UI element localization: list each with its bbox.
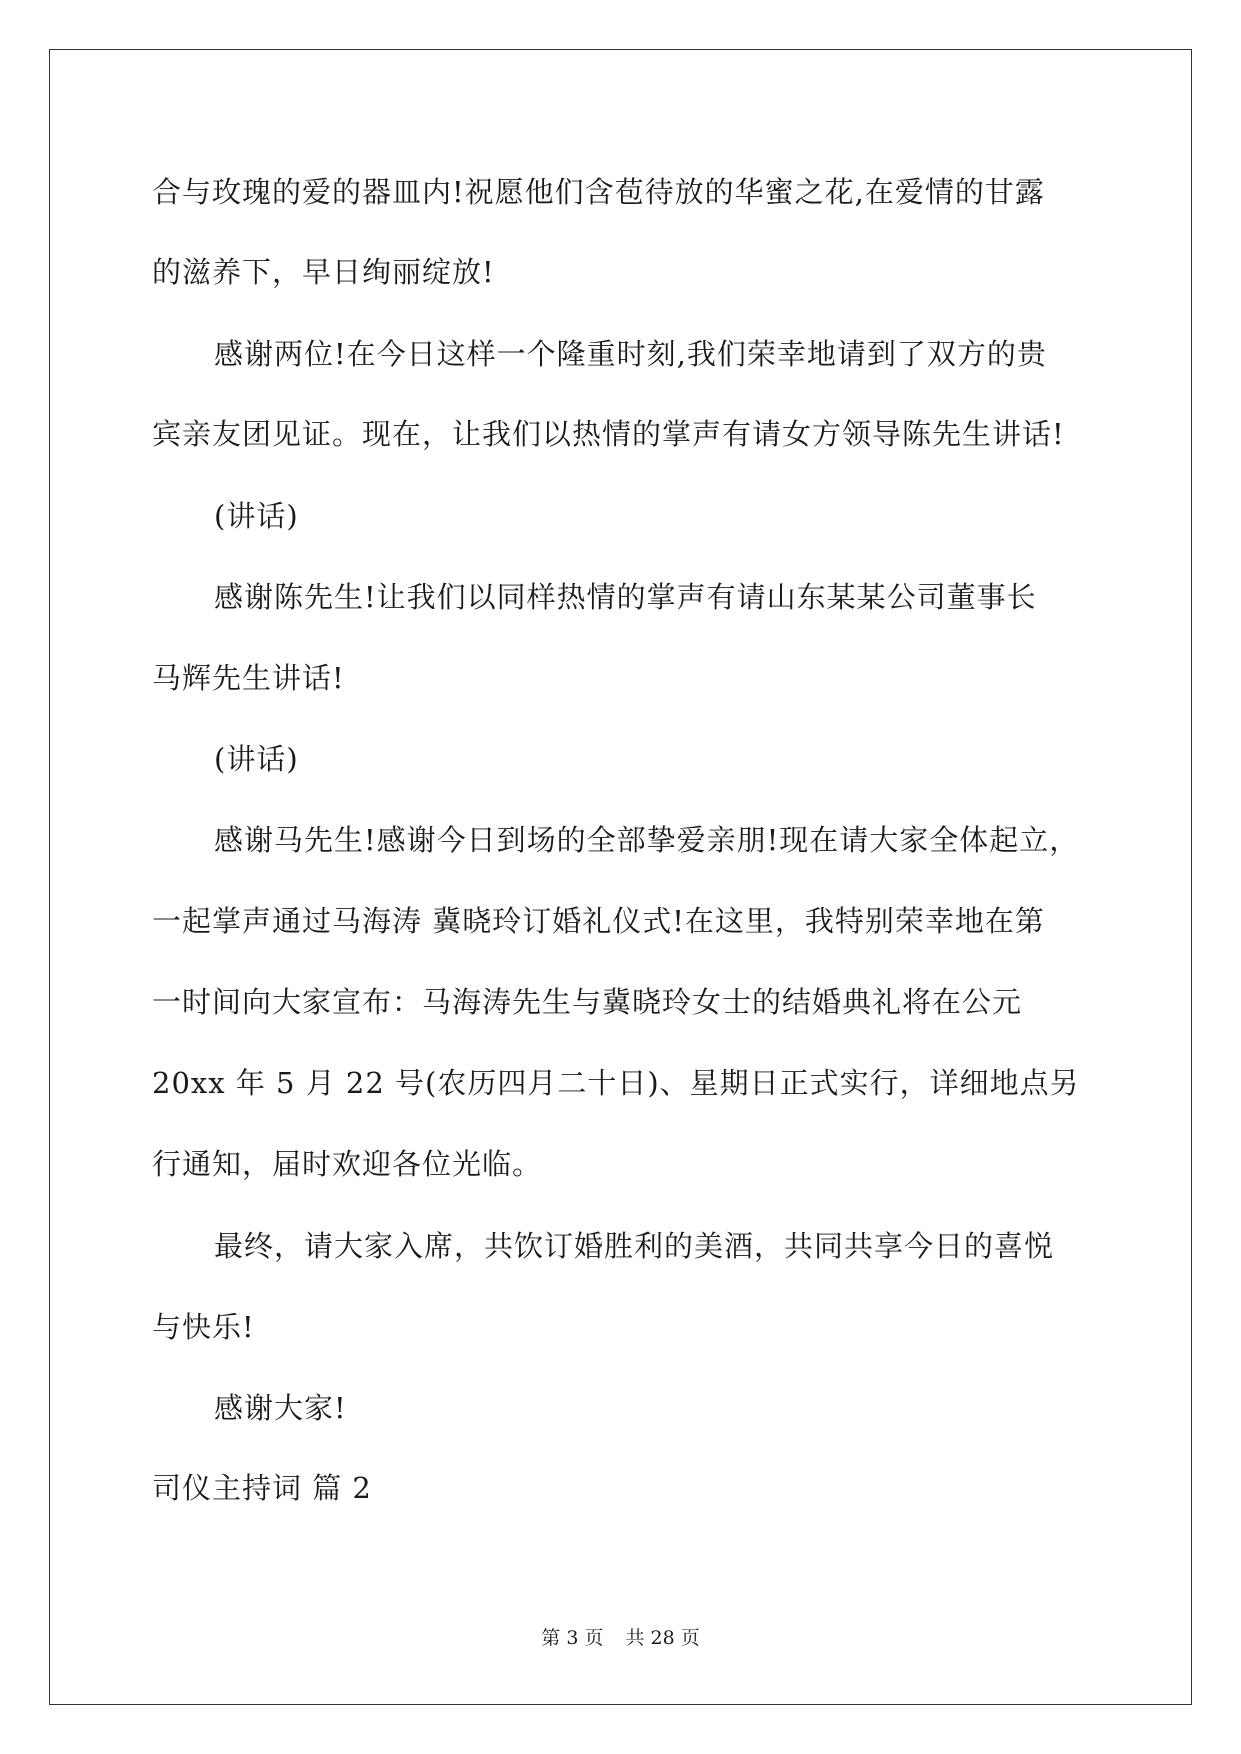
paragraph-line: 宾亲友团见证。现在，让我们以热情的掌声有请女方领导陈先生讲话! xyxy=(152,417,1065,451)
page-footer xyxy=(0,1626,1241,1650)
paragraph-line: 感谢陈先生!让我们以同样热情的掌声有请山东某某公司董事长 xyxy=(214,580,1037,614)
paragraph-line: 行通知，届时欢迎各位光临。 xyxy=(152,1147,543,1181)
paragraph-line: 感谢马先生!感谢今日到场的全部挚爱亲朋!现在请大家全体起立， xyxy=(214,823,1080,857)
paragraph-line: (讲话) xyxy=(214,742,299,776)
paragraph-line: 一时间向大家宣布：马海涛先生与冀晓玲女士的结婚典礼将在公元 xyxy=(152,985,1023,1019)
paragraph-line: 感谢大家! xyxy=(214,1391,347,1425)
paragraph-line: 最终，请大家入席，共饮订婚胜利的美酒，共同共享今日的喜悦 xyxy=(214,1229,1055,1263)
paragraph-line: 合与玫瑰的爱的器皿内!祝愿他们含苞待放的华蜜之花,在爱情的甘露 xyxy=(152,175,1045,209)
section-heading: 司仪主持词 篇 2 xyxy=(152,1471,372,1505)
paragraph-line: 马辉先生讲话! xyxy=(152,661,345,695)
paragraph-line: 的滋养下，早日绚丽绽放! xyxy=(152,255,495,289)
paragraph-line: (讲话) xyxy=(214,499,299,533)
paragraph-line: 20xx 年 5 月 22 号(农历四月二十日)、星期日正式实行，详细地点另 xyxy=(152,1066,1080,1100)
paragraph-line: 感谢两位!在今日这样一个隆重时刻,我们荣幸地请到了双方的贵 xyxy=(214,337,1047,371)
paragraph-line: 与快乐! xyxy=(152,1310,255,1344)
page-number: 第 3 页 xyxy=(541,1627,604,1649)
paragraph-line: 一起掌声通过马海涛 冀晓玲订婚礼仪式!在这里，我特别荣幸地在第 xyxy=(152,904,1045,938)
page-total: 共 28 页 xyxy=(625,1627,700,1649)
page-border xyxy=(49,49,1192,1705)
